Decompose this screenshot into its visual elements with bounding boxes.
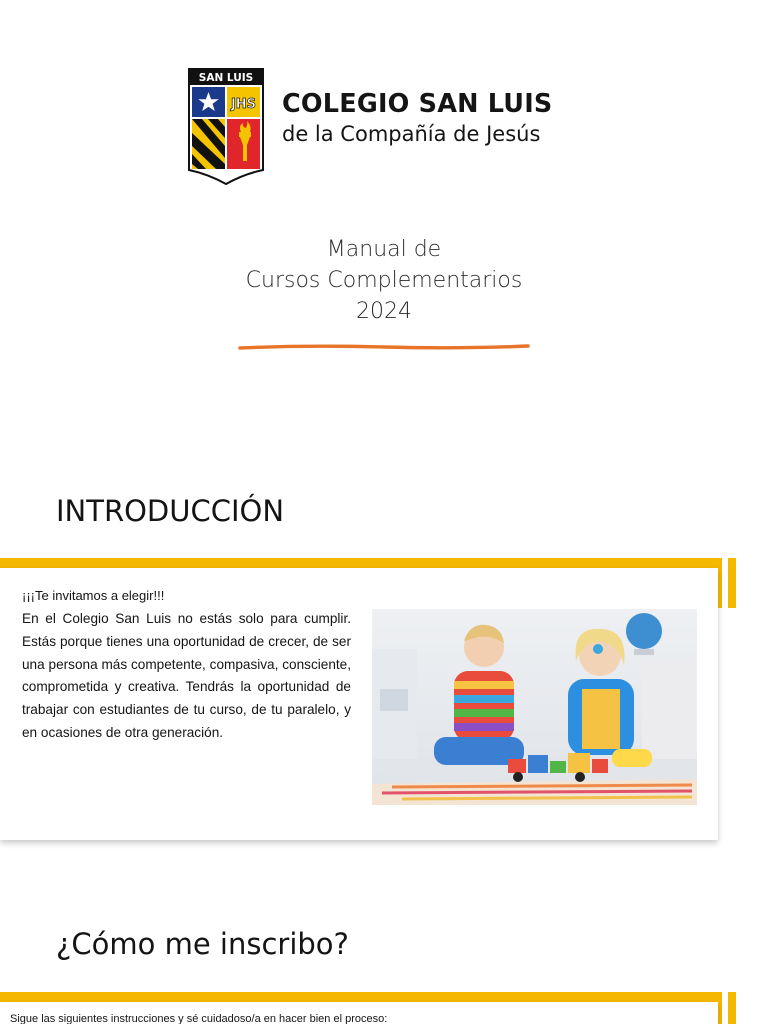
- crest-label: SAN LUIS: [198, 72, 254, 84]
- children-playing-photo: [372, 609, 697, 805]
- title-underline: [238, 343, 530, 351]
- crest-monogram: JHS: [230, 97, 257, 112]
- intro-heading: INTRODUCCIÓN: [56, 494, 285, 528]
- manual-title: [0, 234, 768, 327]
- school-crest-icon: [186, 66, 266, 186]
- inscripcion-instructions: Sigue las siguientes instrucciones y sé cuidadoso/a en hacer bien el proceso:: [10, 1013, 388, 1024]
- intro-invite: ¡¡¡Te invitamos a elegir!!!: [22, 588, 165, 603]
- intro-card-side-stripe: [728, 558, 736, 608]
- manual-title-line-1: Manual de: [326, 237, 442, 262]
- school-subtitle: de la Compañía de Jesús: [282, 122, 541, 146]
- manual-title-line-3: 2024: [356, 299, 412, 324]
- manual-title-line-2: Cursos Complementarios: [245, 268, 523, 293]
- school-name: COLEGIO SAN LUIS: [282, 89, 553, 119]
- school-logo: [186, 66, 576, 188]
- inscripcion-heading: ¿Cómo me inscribo?: [56, 927, 349, 961]
- intro-paragraph: En el Colegio San Luis no estás solo para cumplir. Estás porque tienes una oportunidad de crecer, de ser una persona más competente, compasiva, consciente, comprometida y creativa. Tendrás la oportunidad de trabajar con estudiantes de tu curso, de tu paralelo, y en ocasiones de otra generación.: [22, 611, 351, 740]
- steps-card-side-stripe: [728, 992, 736, 1024]
